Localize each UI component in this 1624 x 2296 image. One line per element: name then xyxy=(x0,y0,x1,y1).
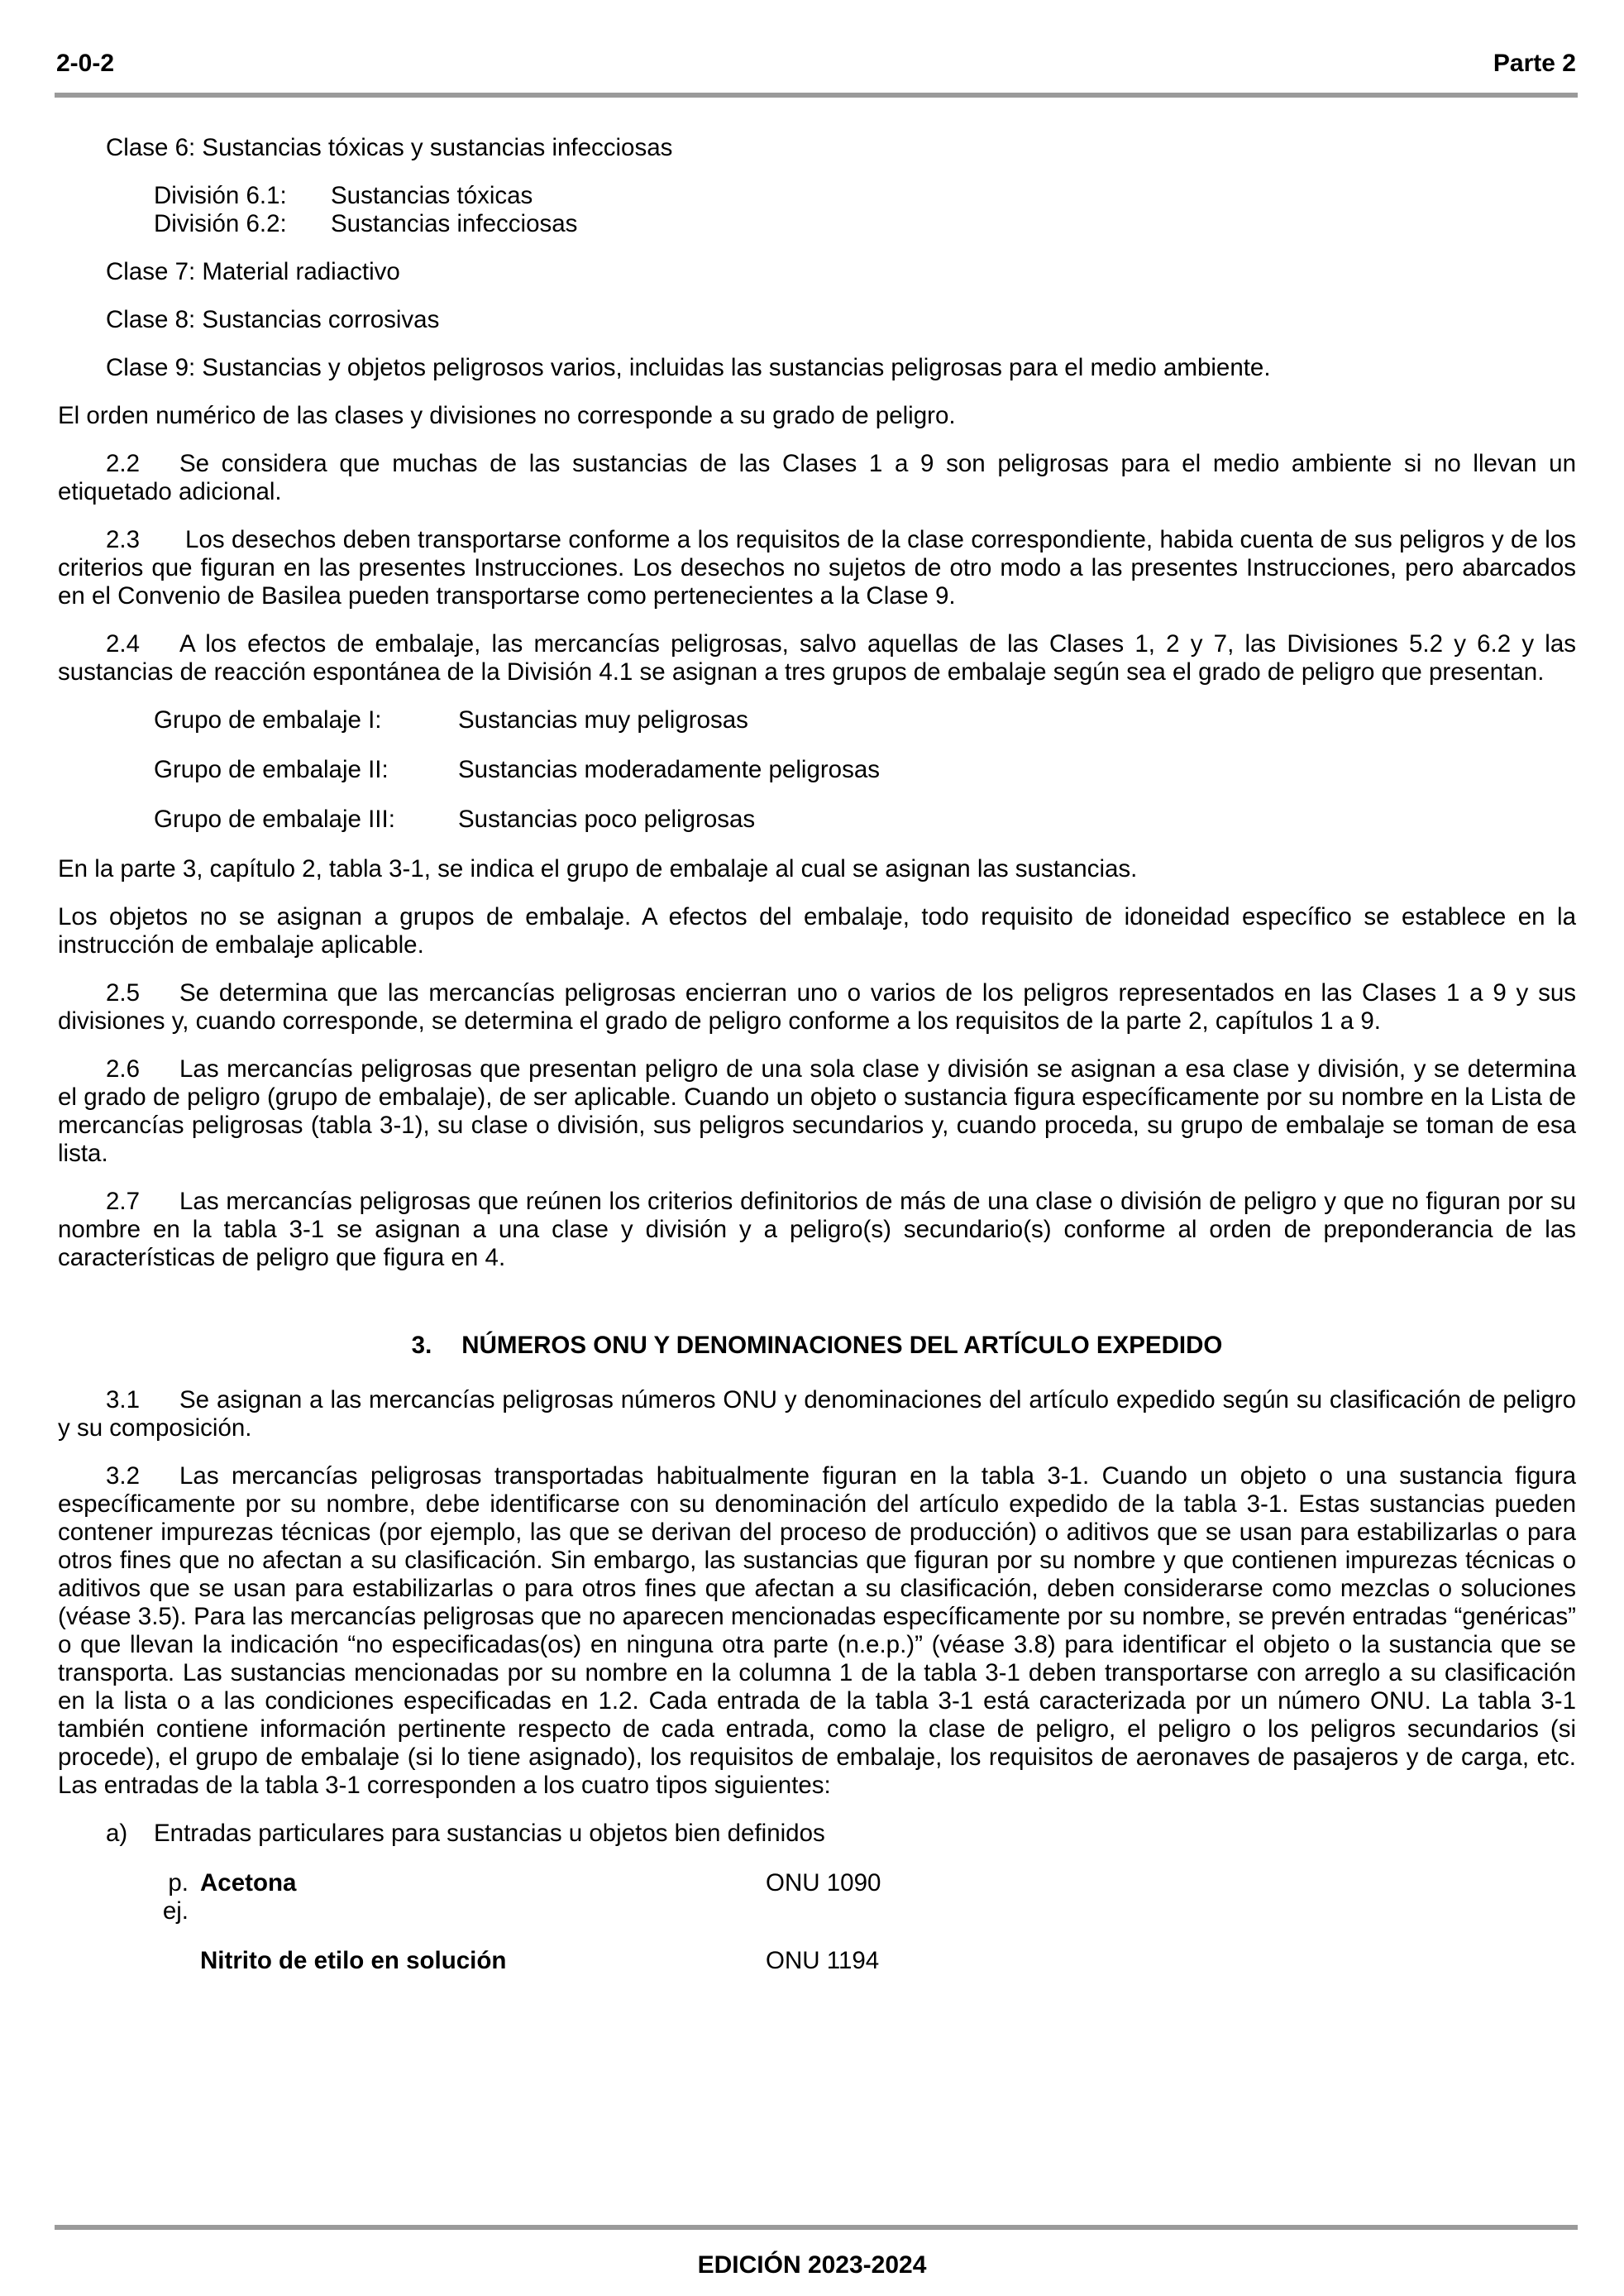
packing-group-text: Sustancias poco peligrosas xyxy=(458,806,756,833)
header-rule xyxy=(55,93,1578,98)
paragraph-number: 2.2 xyxy=(106,450,141,477)
packing-group-text: Sustancias muy peligrosas xyxy=(458,706,748,734)
paragraph-2-7 xyxy=(58,1188,1576,1272)
division-6-1 xyxy=(154,182,1576,210)
division-text: Sustancias tóxicas xyxy=(331,182,533,209)
list-item-label: a) xyxy=(106,1820,128,1847)
section-3-heading xyxy=(58,1332,1576,1360)
paragraph-text: Las mercancías peligrosas que presentan peligro de una sola clase y división se asignan a esa clase y división, y se determina el grado de peligro (grupo de embalaje), de ser aplicable. Cuando un objeto o sustancia figura específicamente por su nombre en la Lista de mercancías peligrosas (tabla 3-1), su clase o división, sus peligros secundarios y, cuando proceda, su grupo de embalaje se toman de esa lista. xyxy=(58,1055,1576,1167)
paragraph-text: Se considera que muchas de las sustancias de las Clases 1 a 9 son peligrosas para el medio ambiente si no llevan un etiquetado adicional. xyxy=(58,450,1576,505)
paragraph-text: A los efectos de embalaje, las mercancías peligrosas, salvo aquellas de las Clases 1, 2 y 7, las Divisiones 5.2 y 6.2 y las sustancias de reacción espontánea de la División 4.1 se asignan a tres grupos de embalaje según sea el grado de peligro que presentan. xyxy=(58,630,1576,686)
section-title: NÚMEROS ONU Y DENOMINACIONES DEL ARTÍCULO EXPEDIDO xyxy=(461,1332,1223,1359)
paragraph-3-1 xyxy=(58,1386,1576,1442)
example-un-number: ONU 1090 xyxy=(766,1869,881,1897)
example-substance-name: Nitrito de etilo en solución xyxy=(200,1947,507,1974)
division-label: División 6.1: xyxy=(154,182,287,209)
class-7: Clase 7: Material radiactivo xyxy=(106,258,400,285)
order-note: El orden numérico de las clases y divisiones no corresponde a su grado de peligro. xyxy=(58,402,956,429)
example-row xyxy=(58,1947,1576,1975)
paragraph-text: Se asignan a las mercancías peligrosas números ONU y denominaciones del artículo expedido según su clasificación de peligro y su composición. xyxy=(58,1386,1576,1442)
paragraph-2-6 xyxy=(58,1055,1576,1168)
paragraph-2-4 xyxy=(58,630,1576,686)
packing-group-label: Grupo de embalaje III: xyxy=(154,806,395,833)
edition-label: EDICIÓN 2023-2024 xyxy=(697,2251,927,2279)
packing-group-1 xyxy=(58,706,1576,734)
division-text: Sustancias infecciosas xyxy=(331,210,578,237)
packing-group-label: Grupo de embalaje I: xyxy=(154,706,382,734)
division-label: División 6.2: xyxy=(154,210,287,237)
example-row xyxy=(58,1869,1576,1925)
packing-group-label: Grupo de embalaje II: xyxy=(154,756,389,783)
paragraph-number: 2.7 xyxy=(106,1188,141,1215)
objects-note: Los objetos no se asignan a grupos de embalaje. A efectos del embalaje, todo requisito de idoneidad específico se establece en la instrucción de embalaje aplicable. xyxy=(58,903,1576,959)
page-header xyxy=(56,50,1576,86)
paragraph-2-3 xyxy=(58,526,1576,610)
list-item-text: Entradas particulares para sustancias u objetos bien definidos xyxy=(154,1820,825,1847)
paragraph-text: Las mercancías peligrosas que reúnen los criterios definitorios de más de una clase o división de peligro y que no figuran por su nombre en la tabla 3-1 se asignan a una clase y división y a peligro(s) secundario(s) conforme al orden de preponderancia de las características de peligro que figura en 4. xyxy=(58,1188,1576,1271)
packing-group-2 xyxy=(58,756,1576,784)
packing-group-text: Sustancias moderadamente peligrosas xyxy=(458,756,880,783)
paragraph-number: 2.3 xyxy=(106,526,141,553)
footer-rule xyxy=(55,2225,1578,2230)
paragraph-number: 3.1 xyxy=(106,1386,141,1413)
paragraph-number: 2.6 xyxy=(106,1055,141,1083)
paragraph-text: Los desechos deben transportarse conforme a los requisitos de la clase correspondiente, habida cuenta de sus peligros y de los criterios que figuran en las presentes Instrucciones. Los desechos no sujetos de otro modo a las presentes Instrucciones, pero abarcados en el Convenio de Basilea pueden transportarse como pertenecientes a la Clase 9. xyxy=(58,526,1576,610)
part3-note: En la parte 3, capítulo 2, tabla 3-1, se indica el grupo de embalaje al cual se asignan las sustancias. xyxy=(58,855,1138,883)
paragraph-2-5 xyxy=(58,979,1576,1036)
paragraph-text: Las mercancías peligrosas transportadas habitualmente figuran en la tabla 3-1. Cuando un objeto o una sustancia figura específicamente por su nombre, debe identificarse con su denominación del artículo expedido de la tabla 3-1. Estas sustancias pueden contener impurezas técnicas (por ejemplo, las que se derivan del proceso de producción) o aditivos que se usan para estabilizarlas o para otros fines que no afectan a su clasificación. Sin embargo, las sustancias que figuran por su nombre y que contienen impurezas técnicas o aditivos que se usan para estabilizarlas o para otros fines que afectan a su clasificación, deben considerarse como mezclas o soluciones (véase 3.5). Para las mercancías peligrosas que no aparecen mencionadas específicamente por su nombre, se prevén entradas “genéricas” o que llevan la indicación “no especificadas(os) en ninguna otra parte (n.e.p.)” (véase 3.8) para identificar el objeto o la sustancia que se transporta. Las sustancias mencionadas por su nombre en la columna 1 de la tabla 3-1 deben transportarse con arreglo a su clasificación en la lista o a las condiciones especificadas en 1.2. Cada entrada de la tabla 3-1 está caracterizada por un número ONU. La tabla 3-1 también contiene información pertinente respecto de cada entrada, como la clase de peligro, el peligro o los peligros secundarios (si procede), el grupo de embalaje (si lo tiene asignado), los requisitos de embalaje, los requisitos de aeronaves de pasajeros y de carga, etc. Las entradas de la tabla 3-1 corresponden a los cuatro tipos siguientes: xyxy=(58,1462,1576,1799)
paragraph-2-2 xyxy=(58,450,1576,506)
paragraph-number: 2.5 xyxy=(106,979,141,1007)
example-prefix: p. ej. xyxy=(162,1869,189,1925)
packing-group-3 xyxy=(58,806,1576,834)
paragraph-3-2 xyxy=(58,1462,1576,1800)
paragraph-number: 2.4 xyxy=(106,630,141,658)
example-substance-name: Acetona xyxy=(200,1869,297,1897)
section-number: 3. xyxy=(411,1332,432,1359)
list-item-a xyxy=(58,1820,1576,1848)
part-label: Parte 2 xyxy=(1493,50,1576,77)
paragraph-text: Se determina que las mercancías peligrosas encierran uno o varios de los peligros representados en las Clases 1 a 9 y sus divisiones y, cuando corresponde, se determina el grado de peligro conforme a los requisitos de la parte 2, capítulos 1 a 9. xyxy=(58,979,1576,1035)
paragraph-number: 3.2 xyxy=(106,1462,141,1490)
division-list xyxy=(58,182,1576,238)
class-9: Clase 9: Sustancias y objetos peligrosos varios, incluidas las sustancias peligrosas para el medio ambiente. xyxy=(106,354,1271,381)
page-footer xyxy=(0,2251,1624,2279)
class-8: Clase 8: Sustancias corrosivas xyxy=(106,306,440,333)
example-un-number: ONU 1194 xyxy=(766,1947,880,1974)
page-number: 2-0-2 xyxy=(56,50,115,77)
example-prefix xyxy=(58,1947,200,1975)
class-6: Clase 6: Sustancias tóxicas y sustancias infecciosas xyxy=(106,134,673,161)
division-6-2 xyxy=(154,210,1576,238)
main-content xyxy=(58,134,1576,1997)
